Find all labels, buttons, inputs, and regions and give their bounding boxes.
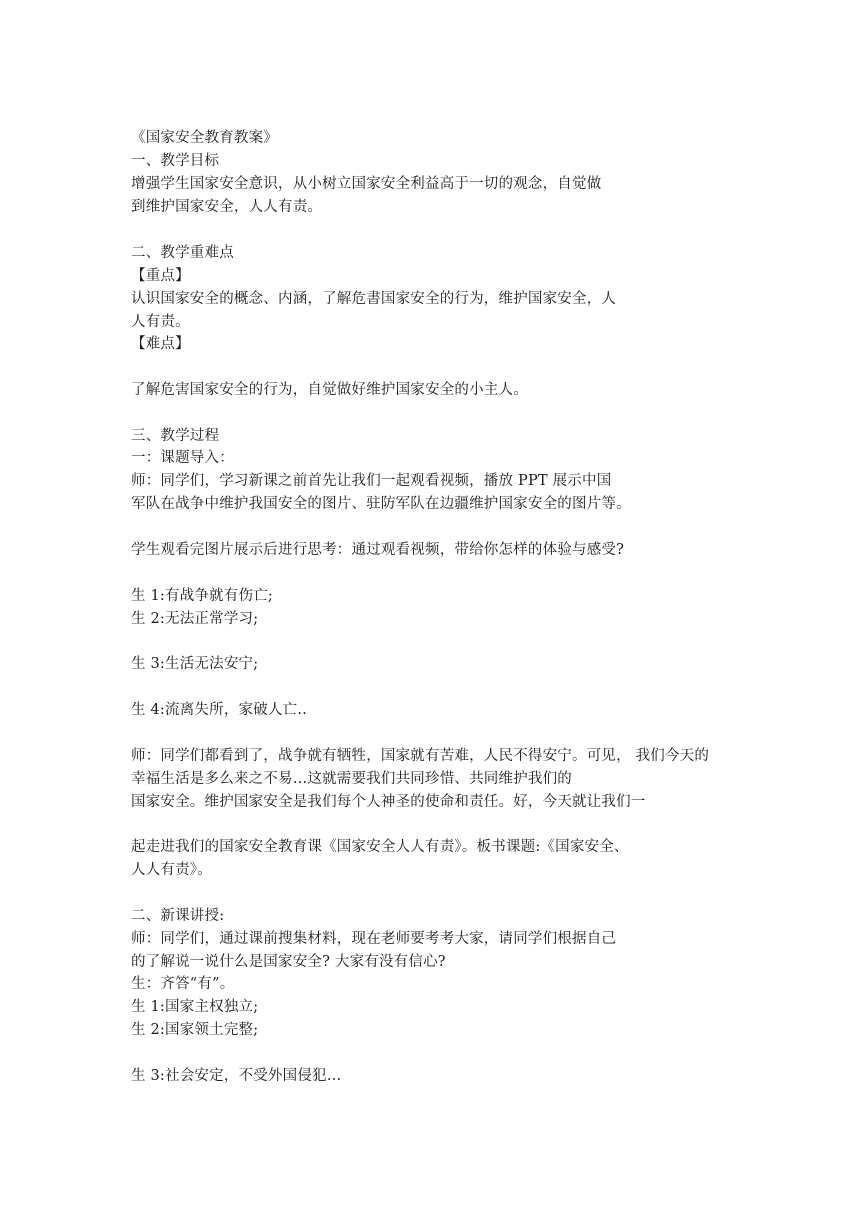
student-answer: 生：齐答“有”。	[131, 976, 235, 992]
student-answer: 生 3:社会安定，不受外国侵犯…	[131, 1068, 342, 1084]
paragraph-line: 人有责。	[131, 314, 190, 330]
student-answer: 生 2:无法正常学习;	[131, 611, 259, 627]
paragraph-line: 人人有责》。	[131, 862, 212, 878]
student-answer: 生 1:有战争就有伤亡;	[131, 588, 274, 604]
student-answer: 生 2:国家领土完整;	[131, 1022, 259, 1038]
subheading-intro: 一：课题导入：	[131, 450, 234, 466]
paragraph-line: 到维护国家安全，人人有责。	[131, 199, 323, 215]
paragraph-line: 师：同学们，通过课前搜集材料，现在老师要考考大家，请同学们根据自己	[131, 931, 617, 947]
subheading-difficult: 【难点】	[131, 336, 190, 352]
paragraph-line: 的了解说一说什么是国家安全? 大家有没有信心?	[131, 954, 446, 970]
student-answer: 生 1:国家主权独立;	[131, 999, 259, 1015]
section-heading-key-points: 二、教学重难点	[131, 245, 234, 261]
paragraph-line: 认识国家安全的概念、内涵，了解危書国家安全的行为，维护国家安全，人	[131, 291, 617, 307]
section-heading-objectives: 一、教学目标	[131, 153, 220, 169]
student-answer: 生 3:生活无法安宁;	[131, 656, 259, 672]
paragraph-line: 了解危害国家安全的行为，自觉做好维护国家安全的小主人。	[131, 382, 528, 398]
paragraph-line: 学生观看完图片展示后进行思考：通过观看视频，带给你怎样的体验与感受?	[131, 542, 625, 558]
section-heading-new-lesson: 二、新课讲授:	[131, 908, 225, 924]
paragraph-line: 国家安全。维护国家安全是我们每个人神圣的使命和责任。好，今天就让我们一	[131, 794, 646, 810]
paragraph-line: 起走进我们的国家安全教育课《国家安全人人有责》。板书课题:《国家安全、	[131, 839, 629, 855]
document-title: 《国家安全教育教案》	[131, 130, 278, 146]
student-answer: 生 4:流离失所，家破人亡..	[131, 702, 307, 718]
section-heading-process: 三、教学过程	[131, 428, 220, 444]
paragraph-line: 军队在战争中维护我国安全的图片、驻防军队在边疆维护国家安全的图片等。	[131, 496, 631, 512]
paragraph-line: 师：同学们，学习新课之前首先让我们一起观看视频，播放 PPT 展示中国	[131, 473, 612, 489]
paragraph-line: 幸福生活是多么来之不易…这就需要我们共同珍惜、共同维护我们的	[131, 771, 572, 787]
paragraph-line: 师：同学们都看到了，战争就有牺牲，国家就有苦难，人民不得安宁。可见， 我们今天的	[131, 748, 710, 764]
paragraph-line: 增强学生国家安全意识，从小树立国家安全利益高于一切的观念，自觉做	[131, 176, 602, 192]
subheading-key: 【重点】	[131, 268, 190, 284]
